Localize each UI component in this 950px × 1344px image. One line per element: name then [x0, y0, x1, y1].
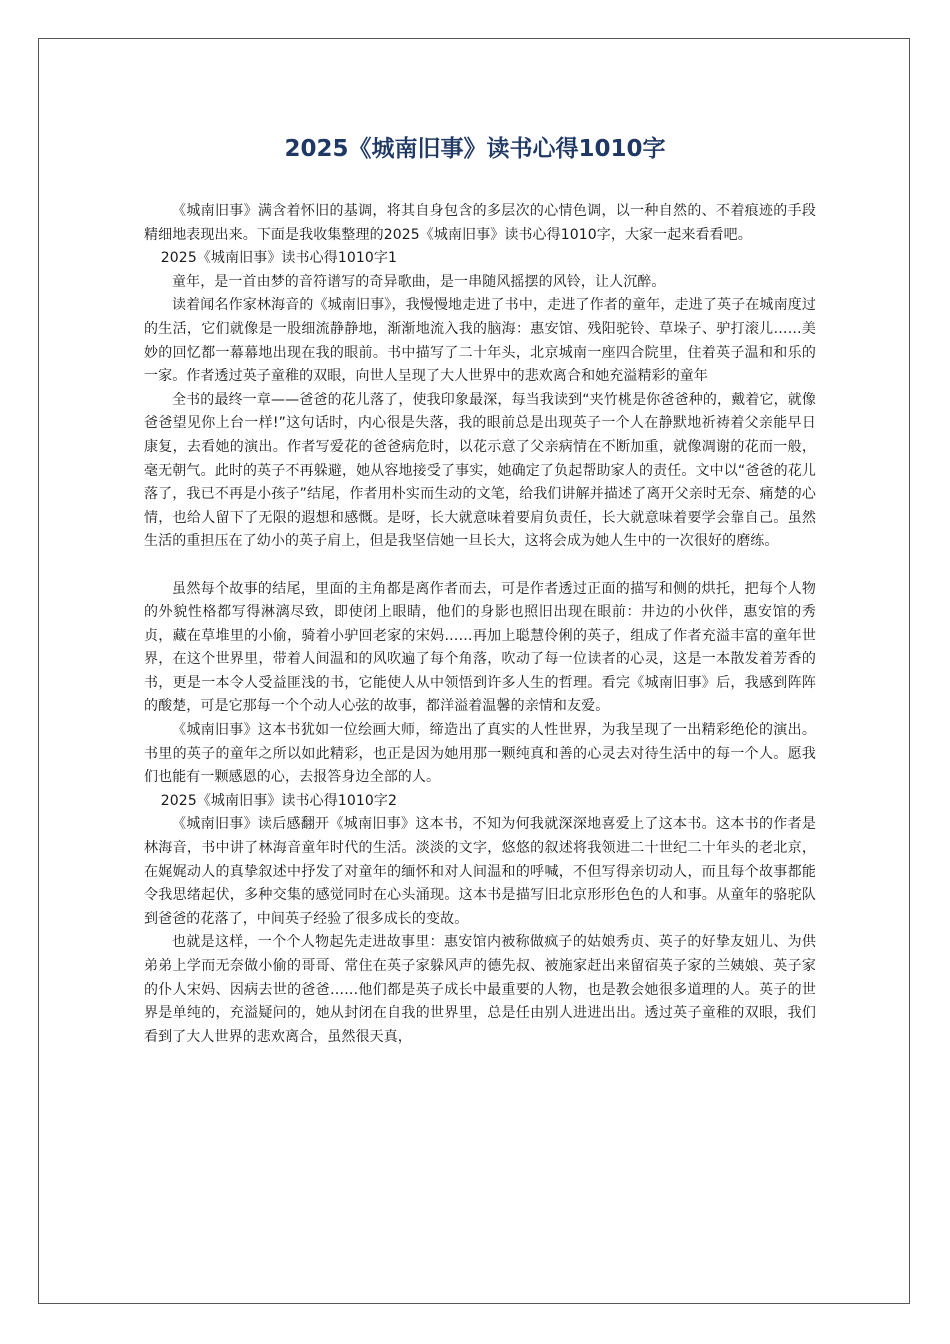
paragraph: 《城南旧事》这本书犹如一位绘画大师，缔造出了真实的人性世界，为我呈现了一出精彩绝伦的演出。书里的英子的童年之所以如此精彩，也正是因为她用那一颗纯真和善的心灵去对待生活中的每一个人。愿我们也能有一颗感恩的心，去报答身边全部的人。: [144, 722, 816, 786]
document-body: [144, 200, 816, 1049]
paragraph: 也就是这样，一个个人物起先走进故事里：惠安馆内被称做疯子的姑娘秀贞、英子的好挚友妞儿、为供弟弟上学而无奈做小偷的哥哥、常住在英子家躲风声的德先叔、被施家赶出来留宿英子家的兰姨娘、英子家的仆人宋妈、因病去世的爸爸……他们都是英子成长中最重要的人物，也是教会她很多道理的人。英子的世界是单纯的，充溢疑问的，她从封闭在自我的世界里，总是任由别人进进出出。透过英子童稚的双眼，我们看到了大人世界的悲欢离合，虽然很天真，: [144, 934, 816, 1045]
paragraph: 读着闻名作家林海音的《城南旧事》，我慢慢地走进了书中，走进了作者的童年，走进了英子在城南度过的生活，它们就像是一股细流静静地，渐渐地流入我的脑海：惠安馆、残阳驼铃、草垛子、驴打滚儿……美妙的回忆都一幕幕地出现在我的眼前。书中描写了二十年头，北京城南一座四合院里，住着英子温和和乐的一家。作者透过英子童稚的双眼，向世人呈现了大人世界中的悲欢离合和她充溢精彩的童年: [144, 297, 816, 385]
paragraph: 《城南旧事》读后感翻开《城南旧事》这本书，不知为何我就深深地喜爱上了这本书。这本书的作者是林海音，书中讲了林海音童年时代的生活。淡淡的文字，悠悠的叙述将我领进二十世纪二十年头的老北京，在娓娓动人的真挚叙述中抒发了对童年的缅怀和对人间温和的呼喊，不但写得亲切动人，而且每个故事都能令我思绪起伏，多种交集的感觉同时在心头涌现。这本书是描写旧北京形形色色的人和事。从童年的骆驼队到爸爸的花落了，中间英子经验了很多成长的变故。: [144, 816, 816, 927]
section-heading-1: 2025《城南旧事》读书心得1010字1: [160, 250, 397, 267]
paragraph-intro: 《城南旧事》满含着怀旧的基调，将其自身包含的多层次的心情色调，以一种自然的、不着痕迹的手段精细地表现出来。下面是我收集整理的2025《城南旧事》读书心得1010字，大家一起来看看吧。: [144, 203, 816, 243]
document-title: 2025《城南旧事》读书心得1010字: [284, 136, 666, 162]
paragraph: 虽然每个故事的结尾，里面的主角都是离作者而去，可是作者透过正面的描写和侧的烘托，把每个人物的外貌性格都写得淋漓尽致，即使闭上眼睛，他们的身影也照旧出现在眼前：井边的小伙伴，惠安馆的秀贞，藏在草堆里的小偷，骑着小驴回老家的宋妈……再加上聪慧伶俐的英子，组成了作者充溢丰富的童年世界，在这个世界里，带着人间温和的风吹遍了每个角落，吹动了每一位读者的心灵，这是一本散发着芳香的书，更是一本令人受益匪浅的书，它能使人从中领悟到许多人生的哲理。看完《城南旧事》后，我感到阵阵的酸楚，可是它那每一个个动人心弦的故事，都洋溢着温馨的亲情和友爱。: [144, 580, 816, 715]
paragraph: 童年，是一首由梦的音符谱写的奇异歌曲，是一串随风摇摆的风铃，让人沉醉。: [172, 273, 666, 290]
paragraph: 全书的最终一章——爸爸的花儿落了，使我印象最深，每当我读到“夹竹桃是你爸爸种的，戴着它，就像爸爸望见你上台一样!”这句话时，内心很是失落，我的眼前总是出现英子一个人在静默地祈祷着父亲能早日康复，去看她的演出。作者写爱花的爸爸病危时，以花示意了父亲病情在不断加重，就像凋谢的花而一般，毫无朝气。此时的英子不再躲避，她从容地接受了事实，她确定了负起帮助家人的责任。文中以“爸爸的花儿落了，我已不再是小孩子”结尾，作者用朴实而生动的文笔，给我们讲解并描述了离开父亲时无奈、痛楚的心情，也给人留下了无限的遐想和感慨。是呀，长大就意味着要肩负责任，长大就意味着要学会靠自己。虽然生活的重担压在了幼小的英子肩上，但是我坚信她一旦长大，这将会成为她人生中的一次很好的磨练。: [144, 391, 816, 550]
section-heading-2: 2025《城南旧事》读书心得1010字2: [160, 792, 397, 809]
